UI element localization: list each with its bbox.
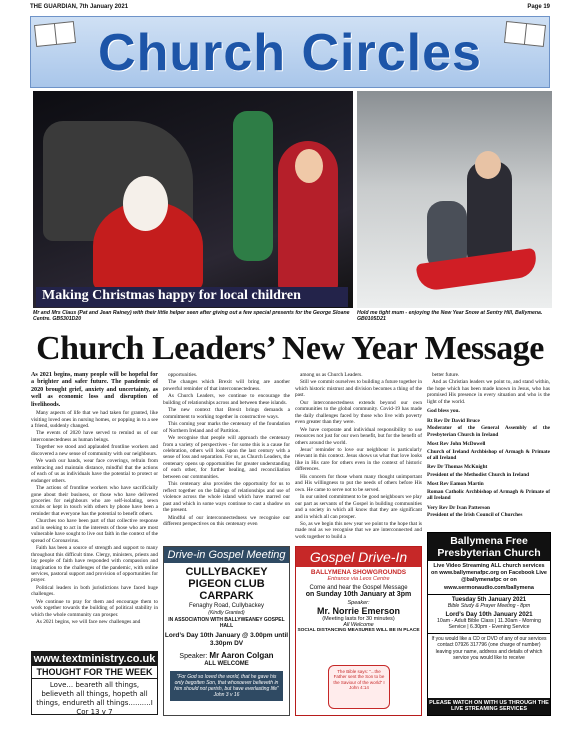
showgrounds-ad — [295, 546, 422, 716]
cd-dvd-info: If you would like a CD or DVD of any of our services contact 07926 317796 (one charge of number) leaving your name, address and details of which service you would like to receive — [428, 633, 550, 661]
paragraph: better future. — [432, 372, 460, 378]
article-column-1 — [31, 372, 158, 627]
paragraph: And as Christian leaders we point to, and stand within, the hope which has been made known in Jesus, who has promised His presence in every situation and who is the light of the world. — [427, 379, 550, 405]
paragraph: Our interconnectedness extends beyond our own communities to the global community. Covid-19 has made the daily challenges faced by those who live with poverty even greater than they were. — [295, 399, 422, 426]
section-title: Church Circles — [98, 24, 482, 82]
paragraph: As 2021 begins, we will face new challenges and — [36, 619, 141, 626]
paragraph: We have corporate and individual responsibility to use resources not just for our own benefit, but for the benefit of others around the world. — [295, 426, 422, 446]
speaker-label: Speaker: — [347, 600, 370, 606]
masthead-line — [30, 4, 550, 14]
article-headline: Church Leaders’ New Year Message — [36, 330, 544, 367]
signatory-name: Most Rev John McDowell — [427, 441, 486, 448]
section-banner — [30, 16, 550, 88]
photo-caption-right: Hold me tight mum - enjoying the New Year Snow at Sentry Hill, Ballymena. GB0105D21 — [357, 310, 543, 323]
paragraph: Mindful of our interconnectedness we recognise our different perspectives on this centenary even — [163, 514, 290, 527]
paragraph: As Church Leaders, we continue to encourage the building of relationships across and between these islands. — [163, 393, 290, 406]
date-tuesday: Tuesday 5th January 2021 — [451, 596, 527, 603]
page-number: Page 19 — [527, 4, 550, 10]
paragraph: This centenary also provides the opportunity for us to reflect together on the failings of relationships and use of violence across the whole island which have marred our past and which in some ways continue to cast a shadow on the present. — [163, 481, 290, 514]
paragraph: Together we stood and applauded frontline workers and discovered a new sense of community with our neighbours. — [31, 444, 158, 457]
signatory-name: Very Rev Dr Ivan Patterson — [427, 504, 490, 511]
come-line: Come and hear the Gospel Message — [309, 585, 408, 591]
article-lead: As 2021 begins, many people will be hopeful for a brighter and safer future. The pandemic of 2020 brought grief, anxiety and uncertainty, as well as economic loss and disruption of livelihoods. — [31, 372, 158, 408]
venue-name: CULLYBACKEY PIGEON CLUB CARPARK — [185, 566, 268, 603]
paragraph: Jesus’ reminder to love our neighbour is particularly relevant in this context. Jesus shows us what that love looks like in His care for others even in the context of historic differences. — [295, 446, 422, 473]
child-figure — [233, 111, 273, 261]
gospel-drive-in-header: Gospel Drive-In — [296, 547, 421, 567]
paragraph: Faith has been a source of strength and support to many throughout this difficult time. Clergy, ministers, priests and lay people of faith have responded with compassion and imagination to the challenges of the pandemic, with online services, pastoral support and provision of opportunities for prayer. — [31, 545, 158, 584]
bible-study-meeting: Bible Study & Prayer Meeting - 8pm — [447, 602, 531, 609]
article-column-2 — [163, 372, 290, 528]
watch-footer: PLEASE WATCH ON WITH US THROUGH THE LIVE STREAMING SERVICES — [428, 698, 550, 715]
photo-banner: Making Christmas happy for local children — [36, 287, 348, 307]
signatory-title: Church of Ireland Archbishop of Armagh & Primate of all Ireland — [427, 448, 550, 461]
entrance: Entrance via Leos Centre — [327, 576, 390, 582]
signatory-name: Rev Dr Thomas McKnight — [427, 464, 488, 471]
mother-face — [475, 151, 501, 179]
open-bible-icon — [504, 21, 546, 47]
signatory-name: Rt Rev Dr David Bruce — [427, 417, 480, 424]
paragraph: The actions of frontline workers who have sacrificially gone about their business, or those who have delivered groceries for neighbours who are self-isolating, sewn scrubs or kept in touch with others by phone have been a reminder that everyone has the potential to benefit others. — [31, 485, 158, 517]
paragraph: opportunities. — [168, 372, 198, 378]
welcome: ALL WELCOME — [204, 660, 249, 667]
welcome: All Welcome — [343, 622, 374, 628]
signatory-title: Roman Catholic Archbishop of Armagh & Primate of all Ireland — [427, 488, 550, 502]
distancing-note: SOCIAL DISTANCING MEASURES WILL BE IN PLACE — [297, 628, 420, 633]
speaker-name: Mr. Norrie Emerson — [316, 606, 401, 616]
kindly-granted: (Kindly Granted) — [208, 610, 245, 617]
bible-says: The Bible says: "...the Father sent the Son to be the Saviour of the world" I John 4:14 — [328, 665, 390, 709]
ballymena-fpc-ad — [427, 532, 551, 716]
snow-photo — [357, 91, 552, 308]
paragraph: Political leaders in both jurisdictions have faced huge challenges. — [31, 584, 158, 598]
paragraph: In our united commitment to be good neighbours we play our part as servants of the Gospel in building communities and a society in which all know that they are significant and in which all can prosper. — [295, 494, 422, 520]
cullybackey-ad — [163, 546, 290, 716]
signatory-title: President of the Irish Council of Churches — [427, 512, 523, 519]
mrs-claus-face — [295, 149, 323, 183]
signoff: God bless you. — [427, 408, 460, 415]
textministry-url[interactable]: www.textministry.co.uk — [33, 653, 156, 665]
meeting-when: on Sunday 10th January at 3pm — [305, 591, 412, 598]
paragraph: This coming year marks the centenary of the foundation of Northern Ireland and of Partition. — [163, 421, 290, 434]
church-name: Ballymena Free Presbyterian Church — [428, 533, 550, 561]
paper-date: THE GUARDIAN, 7th January 2021 — [30, 4, 129, 10]
venue-address: Fenaghy Road, Cullybackey — [188, 603, 265, 610]
paragraph: His concern for those whom many thought unimportant and His willingness to put the needs of others before His own. He came to serve not to be served. — [295, 473, 422, 493]
thought-heading: THOUGHT FOR THE WEEK — [32, 666, 157, 679]
paragraph: We recognise that people will approach the centenary from a variety of perspectives - for some this is a cause for celebration, others will look upon the last century with a sense of loss and separation. For us, as Church Leaders, the centenary opens up opportunities for greater understanding of each other, for further healing, and reconciliation between our communities. — [163, 435, 290, 480]
date-lords-day: Lord’s Day 10th January 2021 — [445, 610, 533, 618]
paragraph: among us as Church Leaders. — [300, 372, 363, 378]
santa-beard — [123, 176, 168, 231]
paragraph: The events of 2020 have served to remind us of our interconnectedness as human beings. — [31, 430, 158, 443]
paragraph: Many aspects of life that we had taken for granted, like visiting loved ones in nursing homes, or popping in to a see a friend, suddenly changed. — [31, 410, 158, 430]
meeting-length: (Meeting lasts for 30 minutes) — [322, 616, 395, 622]
meeting-date: Lord’s Day 10th January @ 3.00pm until 3.30pm DV — [164, 632, 289, 648]
drive-in-header: Drive-in Gospel Meeting — [164, 547, 289, 563]
textministry-ad — [31, 651, 158, 715]
photo-caption-left: Mr and Mrs Claus (Pat and Jean Rainey) with their little helper seen after giving out a few special presents for the George Sloane Centre. GB5301D20 — [33, 310, 350, 323]
speaker-label: Speaker: — [179, 652, 208, 660]
santa-photo — [33, 91, 353, 308]
live-streaming-info: Live Video Streaming ALL church services on www.ballymenafpc.org on Facebook Live @ballymenafpc or on www.sermonaudio.com/ballymena — [428, 561, 550, 595]
article-column-3 — [295, 372, 422, 541]
paragraph: We wash our hands, wear face coverings, refrain from embracing and maintain distance, mindful that the actions of each of us as individuals have the potential to protect or endanger others. — [31, 458, 158, 484]
thought-verse: Love... beareth all things, believeth all things, hopeth all things, endureth all things..........I Cor 13 v 7 — [36, 681, 153, 717]
association: IN ASSOCIATION WITH BALLYWEANEY GOSPEL HALL — [168, 617, 285, 630]
paragraph: The changes which Brexit will bring are another powerful reminder of that interconnectedness. — [163, 379, 290, 392]
bible-quote: "For God so loved the world, that he gave his only begotten Son, that whosoever believeth in him should not perish, but have everlasting life" John 3 v 16 — [170, 671, 283, 701]
article-column-4 — [427, 372, 550, 520]
speaker-name: Mr Aaron Colgan — [209, 650, 274, 660]
paragraph: Still we commit ourselves to building a future together in which historic mistrust and division becomes a thing of the past. — [295, 379, 422, 399]
paragraph: The new context that Brexit brings demands a commitment to working together in constructive ways. — [163, 407, 290, 420]
paragraph: Churches too have been part of that collective response and in seeking to act in the interests of those who are most vulnerable have sought to live out faith in the context of the spread of Coronavirus. — [31, 518, 158, 544]
speaker-line — [164, 651, 289, 660]
paragraph: So, as we begin this new year we point to the hope that is made real as we recognise that we are interconnected and work together to build a — [295, 520, 422, 540]
location: BALLYMENA SHOWGROUNDS — [310, 569, 407, 576]
signatory-title: President of the Methodist Church in Ireland — [427, 471, 530, 478]
signatory-name: Most Rev Eamon Martin — [427, 481, 484, 488]
signatory-title: Moderator of the General Assembly of the Presbyterian Church in Ireland — [427, 425, 550, 438]
service-times: 10am - Adult Bible Class | 11.30am - Morning Service | 6.30pm - Evening Service — [437, 617, 541, 631]
paragraph: We continue to pray for them and encourage them to work together towards the building of political stability in which the whole community can prosper. — [31, 598, 158, 618]
